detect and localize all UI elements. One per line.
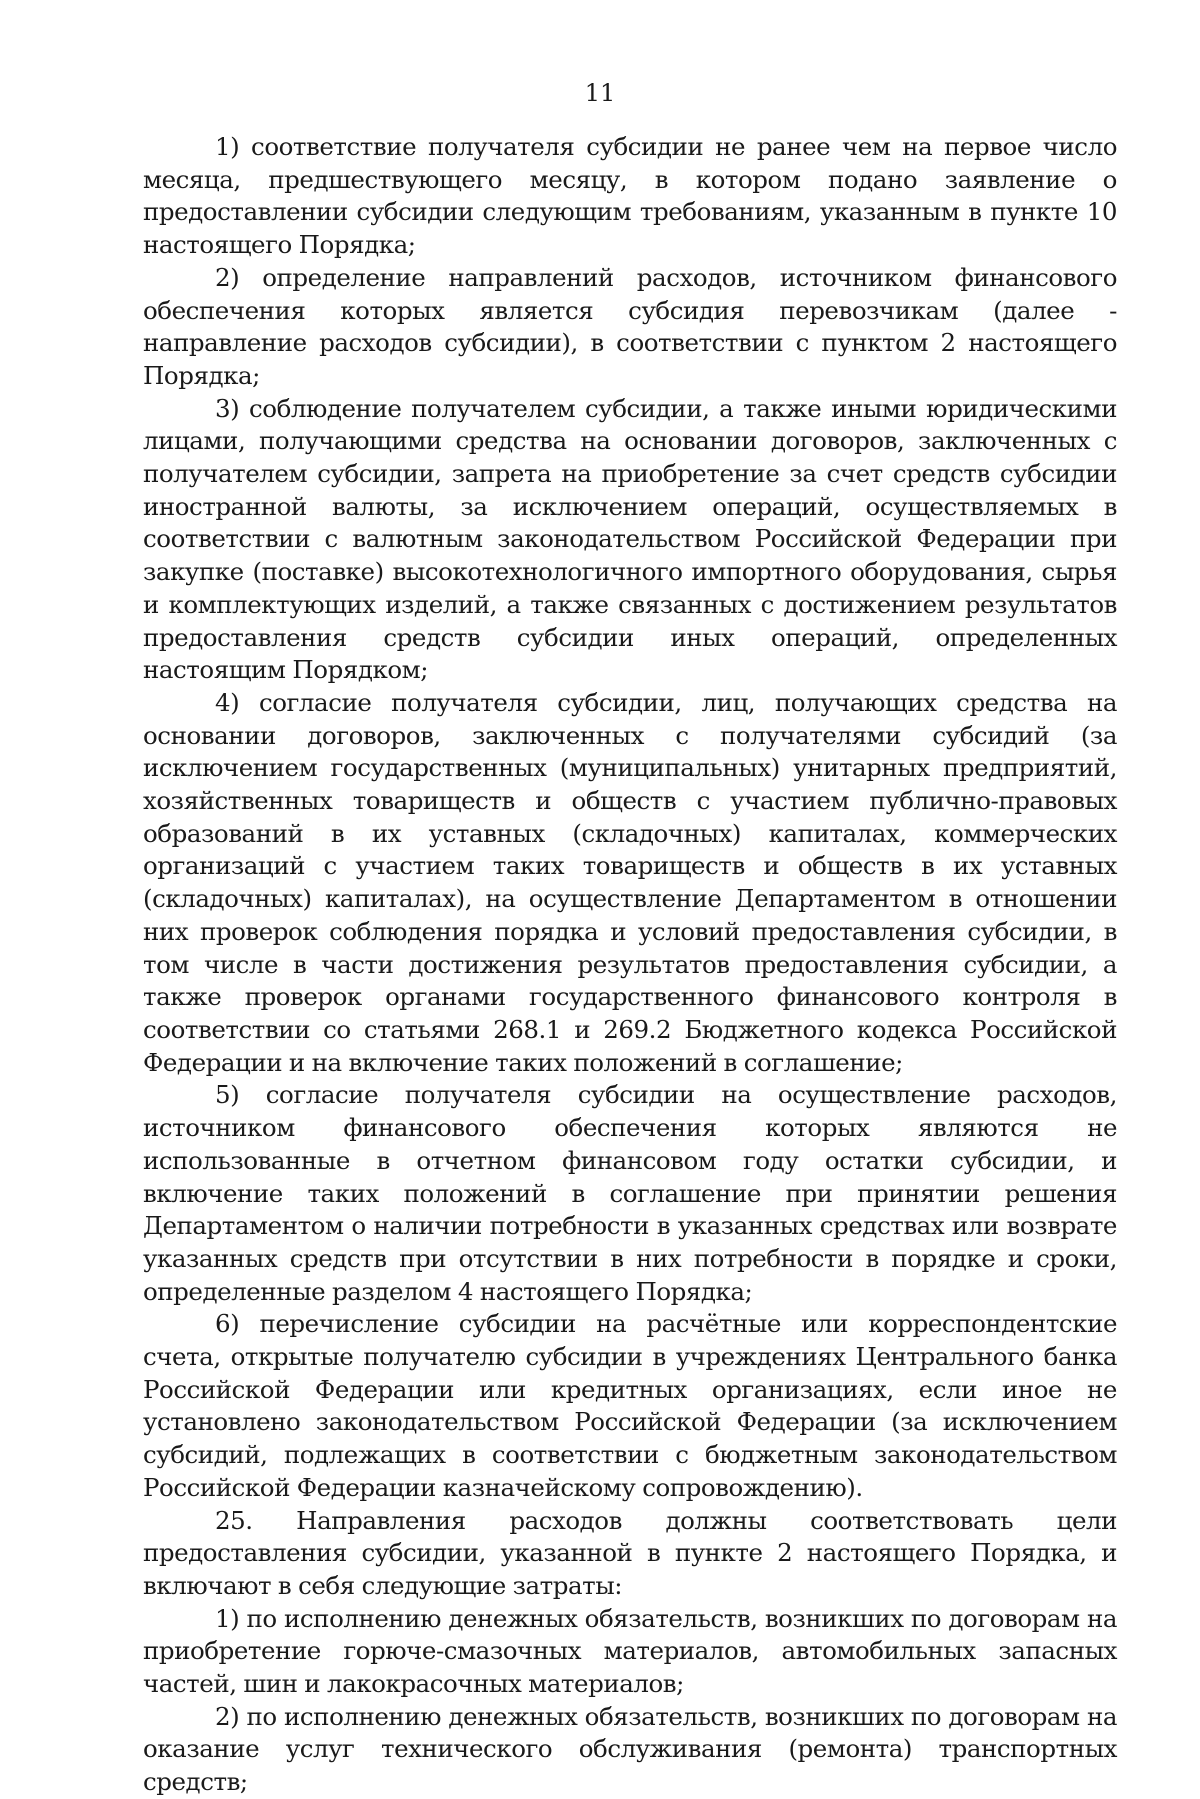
paragraph-item-3: 3) соблюдение получателем субсидии, а также иными юридическими лицами, получающими средства на основании договоров, заключенных с получателем субсидии, запрета на приобретение за счет средств субсидии иностранной валюты, за исключением операций, осуществляемых в соответствии с валютным законодательством Российской Федерации при закупке (поставке) высокотехнологичного импортного оборудования, сырья и комплектующих изделий, а также связанных с достижением результатов предоставления средств субсидии иных операций, определенных настоящим Порядком;: [143, 393, 1117, 685]
paragraph-expense-2: 2) по исполнению денежных обязательств, возникших по договорам на оказание услуг технического обслуживания (ремонта) транспортных средств;: [143, 1701, 1117, 1797]
document-body: [143, 131, 1117, 1799]
paragraph-item-4: 4) согласие получателя субсидии, лиц, получающих средства на основании договоров, заключенных с получателями субсидий (за исключением государственных (муниципальных) унитарных предприятий, хозяйственных товариществ и обществ с участием публично-правовых образований в их уставных (складочных) капиталах, коммерческих организаций с участием таких товариществ и обществ в их уставных (складочных) капиталах), на осуществление Департаментом в отношении них проверок соблюдения порядка и условий предоставления субсидии, в том числе в части достижения результатов предоставления субсидии, а также проверок органами государственного финансового контроля в соответствии со статьями 268.1 и 269.2 Бюджетного кодекса Российской Федерации и на включение таких положений в соглашение;: [143, 687, 1117, 1077]
paragraph-section-25: 25. Направления расходов должны соответствовать цели предоставления субсидии, указанной в пункте 2 настоящего Порядка, и включают в себя следующие затраты:: [143, 1505, 1117, 1600]
paragraph-item-6: 6) перечисление субсидии на расчётные или корреспондентские счета, открытые получателю субсидии в учреждениях Центрального банка Российской Федерации или кредитных организациях, если иное не установлено законодательством Российской Федерации (за исключением субсидий, подлежащих в соответствии с бюджетным законодательством Российской Федерации казначейскому сопровождению).: [143, 1309, 1117, 1502]
paragraph-expense-1: 1) по исполнению денежных обязательств, возникших по договорам на приобретение горюче-смазочных материалов, автомобильных запасных частей, шин и лакокрасочных материалов;: [143, 1603, 1117, 1699]
paragraph-item-2: 2) определение направлений расходов, источником финансового обеспечения которых является субсидия перевозчикам (далее - направление расходов субсидии), в соответствии с пунктом 2 настоящего Порядка;: [143, 262, 1117, 390]
paragraph-item-5: 5) согласие получателя субсидии на осуществление расходов, источником финансового обеспечения которых являются не использованные в отчетном финансовом году остатки субсидии, и включение таких положений в соглашение при принятии решения Департаментом о наличии потребности в указанных средствах или возврате указанных средств при отсутствии в них потребности в порядке и сроки, определенные разделом 4 настоящего Порядка;: [143, 1080, 1117, 1306]
paragraph-item-1: 1) соответствие получателя субсидии не ранее чем на первое число месяца, предшествующего месяцу, в котором подано заявление о предоставлении субсидии следующим требованиям, указанным в пункте 10 настоящего Порядка;: [143, 132, 1117, 260]
page-number: 11: [584, 79, 616, 107]
